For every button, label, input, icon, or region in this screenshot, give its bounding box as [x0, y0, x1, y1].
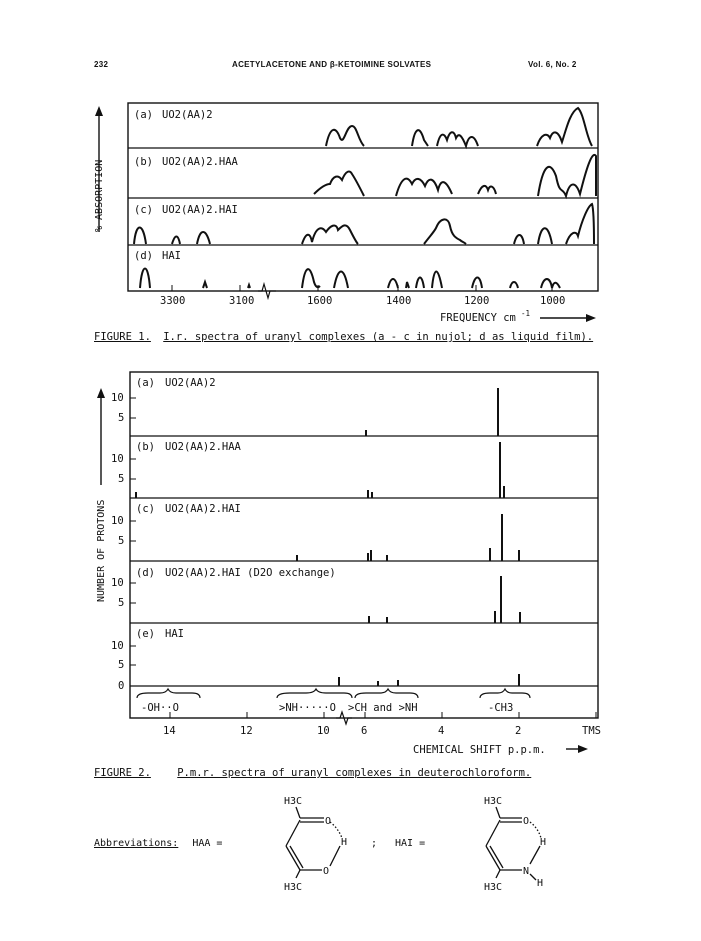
fig1-caption-text: I.r. spectra of uranyl complexes (a - c in nujol; d as liquid film).: [163, 331, 594, 343]
fig1-caption-label: FIGURE 1.: [94, 331, 151, 343]
fig1-panel-b-compound: UO2(AA)2.HAA: [162, 156, 238, 168]
fig2-panel-e-peaks: [339, 674, 519, 686]
fig1-x-tick-1600: 1600: [307, 295, 333, 307]
fig2-region-oh: -OH··O: [141, 702, 179, 714]
separator: ;: [371, 838, 378, 849]
fig2-panel-c-ytick-5: 5: [118, 535, 125, 547]
hai-methyl-bottom: H3C: [484, 882, 503, 893]
fig2-region-braces: [137, 689, 530, 698]
hai-oxygen: O: [523, 816, 530, 827]
fig1-x-tick-1000: 1000: [540, 295, 566, 307]
haa-label: HAA =: [192, 838, 223, 849]
fig2-x-tick-6: 6: [361, 725, 368, 737]
fig1-panel-c-compound: UO2(AA)2.HAI: [162, 204, 238, 216]
fig1-caption: [94, 331, 593, 343]
fig2-region-nh: >NH·····O: [279, 702, 336, 714]
fig2-y-axis-label: NUMBER OF PROTONS: [96, 499, 107, 602]
fig2-x-tick-tms: TMS: [582, 725, 601, 737]
fig2-panel-d-peaks: [369, 576, 520, 623]
fig2-panel-c-letter: (c): [136, 503, 155, 515]
fig2-panel-c-peaks: [297, 514, 519, 561]
fig2-panel-e-ytick-5: 5: [118, 659, 125, 671]
fig1-panel-d-compound: HAI: [162, 250, 181, 262]
fig2-panel-b-ytick-10: 10: [111, 453, 124, 465]
fig2-region-ch3: -CH3: [488, 702, 514, 714]
fig2-panel-d-compound: UO2(AA)2.HAI (D2O exchange): [165, 567, 336, 579]
fig1-y-axis-label: % ABSORPTION: [94, 159, 105, 232]
fig2-panel-d-ytick-10: 10: [111, 577, 124, 589]
fig1-trace-d: [140, 269, 560, 289]
hai-nitrogen: N: [523, 866, 530, 877]
fig1-panel-a-compound: UO2(AA)2: [162, 109, 213, 121]
hai-methyl-top: H3C: [484, 796, 503, 807]
fig2-panel-d-letter: (d): [136, 567, 155, 579]
fig2-panel-b-ytick-5: 5: [118, 473, 125, 485]
running-title: ACETYLACETONE AND β-KETOIMINE SOLVATES: [232, 60, 432, 69]
fig1-y-axis-label-group: [94, 106, 105, 232]
fig2-y-axis-label-group: [96, 388, 107, 602]
fig1-frame: [128, 103, 598, 291]
fig2-panel-a-peaks: [366, 388, 498, 436]
fig1-x-axis: [160, 284, 596, 324]
fig2-x-tick-2: 2: [515, 725, 522, 737]
fig1-x-tick-3300: 3300: [160, 295, 186, 307]
fig2-panel-a-compound: UO2(AA)2: [165, 377, 216, 389]
fig2-panel-a-ytick-10: 10: [111, 392, 124, 404]
hai-hydrogen-bottom: H: [537, 878, 544, 889]
haa-methyl-top: H3C: [284, 796, 303, 807]
fig2-panel-a-letter: (a): [136, 377, 155, 389]
fig2-panel-d-ytick-5: 5: [118, 597, 125, 609]
fig2-caption-label: FIGURE 2.: [94, 767, 151, 779]
fig1-panel-c-letter: (c): [134, 204, 153, 216]
fig2-x-tick-12: 12: [240, 725, 253, 737]
fig2-panel-a-ytick-5: 5: [118, 412, 125, 424]
fig1-panel-d-letter: (d): [134, 250, 153, 262]
fig2-panel-b-letter: (b): [136, 441, 155, 453]
haa-hydrogen: H: [341, 837, 348, 848]
haa-oxygen-top: O: [325, 816, 332, 827]
fig2-panel-c-ytick-10: 10: [111, 515, 124, 527]
fig2-panel-e-ytick-0: 0: [118, 680, 125, 692]
fig2-panel-e-ytick-10: 10: [111, 640, 124, 652]
hai-structure: [486, 807, 541, 880]
fig2-x-axis-label: CHEMICAL SHIFT p.p.m.: [413, 744, 546, 756]
fig1-x-tick-1200: 1200: [464, 295, 490, 307]
fig2-panel-b-compound: UO2(AA)2.HAA: [165, 441, 241, 453]
fig1-x-tick-3100: 3100: [229, 295, 255, 307]
fig2-frame: [130, 372, 598, 718]
fig2-panel-e-letter: (e): [136, 628, 155, 640]
fig1-x-tick-1400: 1400: [386, 295, 412, 307]
chemical-structures: [0, 790, 701, 900]
haa-methyl-bottom: H3C: [284, 882, 303, 893]
abbreviations-label: Abbreviations:: [94, 838, 179, 849]
fig2-x-tick-4: 4: [438, 725, 445, 737]
fig1-x-axis-label: FREQUENCY cm: [440, 312, 516, 324]
volume-info: Vol. 6, No. 2: [528, 60, 577, 69]
fig1-x-axis-superscript: -1: [521, 309, 531, 318]
hai-hydrogen-top: H: [540, 837, 547, 848]
fig1-panel-b-letter: (b): [134, 156, 153, 168]
figure2-pmr-spectra: [0, 365, 701, 765]
fig1-trace-a: [326, 108, 592, 146]
fig1-panel-a-letter: (a): [134, 109, 153, 121]
page-number: 232: [94, 60, 109, 69]
fig2-caption: [94, 767, 531, 779]
fig1-trace-b: [314, 155, 596, 196]
fig2-region-ch-nh: >CH and >NH: [348, 702, 418, 714]
hai-label: HAI =: [395, 838, 426, 849]
haa-oxygen-bottom: O: [323, 866, 330, 877]
fig2-x-tick-10: 10: [317, 725, 330, 737]
haa-structure: [286, 807, 342, 878]
fig2-panel-e-compound: HAI: [165, 628, 184, 640]
fig2-caption-text: P.m.r. spectra of uranyl complexes in deuterochloroform.: [177, 767, 532, 779]
fig2-panel-c-compound: UO2(AA)2.HAI: [165, 503, 241, 515]
fig2-x-tick-14: 14: [163, 725, 176, 737]
